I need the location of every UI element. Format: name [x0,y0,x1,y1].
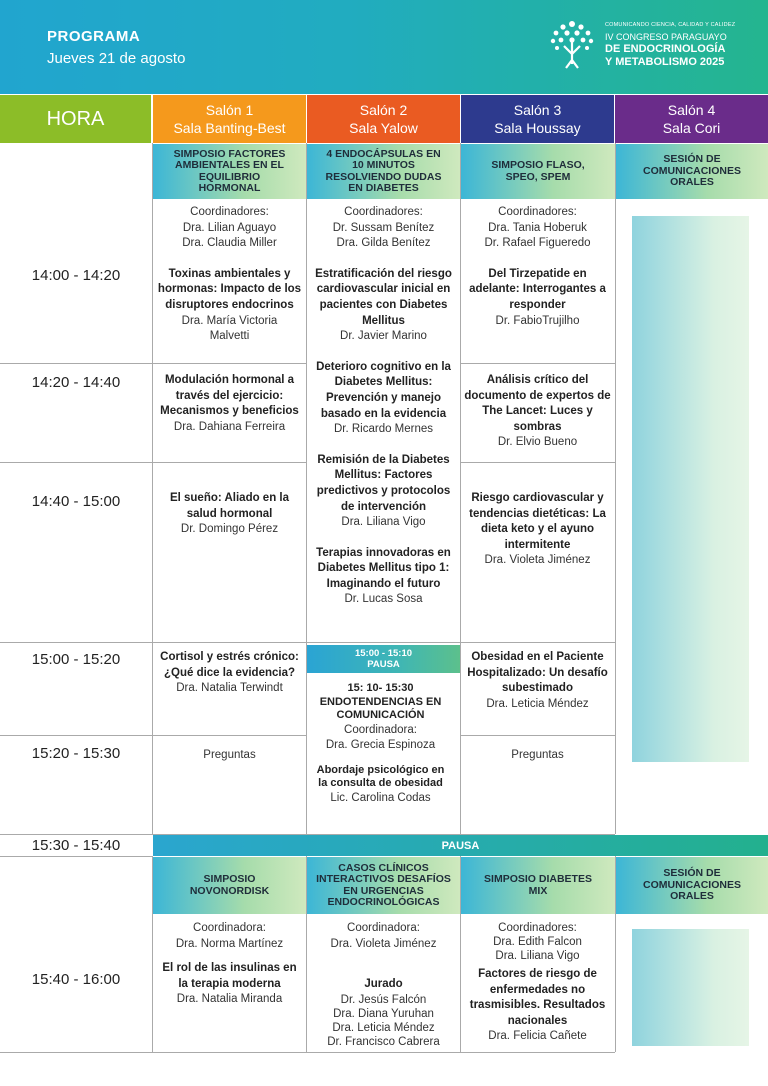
jury-member: Dr. Jesús Falcón [340,993,427,1006]
room-3-salon: Salón 3 [513,102,562,118]
coordinator: Dr. Sussam Benítez [332,221,435,234]
brand-line-2: DE ENDOCRINOLOGÍA [605,43,726,55]
talk-title: Deterioro cognitivo en la Diabetes Mellitus: Prevención y manejo basado en la evidencia [316,360,451,420]
grid-line [0,1052,615,1053]
grid-line [0,462,153,463]
symposium-header: SIMPOSIO FLASO, SPEO, SPEM [461,144,615,199]
coordinator: Dra. Liliana Vigo [495,950,580,962]
talk-title: Remisión de la Diabetes Mellitus: Factores predictivos y protocolos de intervención [316,453,451,513]
coordinator: Dra. Gilda Benítez [336,237,431,250]
time-label: 15:40 - 16:00 [31,971,121,988]
pausa-bar: PAUSA [153,835,768,856]
salon2-talks [310,205,457,608]
symposium-header: SIMPOSIO NOVONORDISK [153,857,306,914]
salon2-endotendencias [315,682,446,806]
jury-member: Dra. Diana Yuruhan [333,1007,434,1020]
room-header-1 [153,95,306,143]
coord-label: Coordinadora: [347,922,420,934]
jury-label: Jurado [364,978,403,991]
coord-label: Coordinadora: [193,922,266,934]
room-4-sala: Sala Cori [662,120,721,136]
program-title: PROGRAMA [47,28,141,45]
salon1-talk-3 [157,491,302,538]
talk-title: Toxinas ambientales y hormonas: Impacto de los disruptores endocrinos [157,267,302,311]
coordinator: Dra. Edith Falcon [493,936,582,948]
speaker: Malvetti [209,330,250,343]
room-header-3 [461,95,614,143]
talk-title: Modulación hormonal a través del ejercicio: Mecanismos y beneficios [160,374,299,418]
time-label: 14:20 - 14:40 [31,374,121,391]
symposium-header: 4 ENDOCÁPSULAS EN 10 MINUTOS RESOLVIENDO DUDAS EN DIABETES [307,144,460,199]
tree-logo-icon [548,20,596,70]
talk-title: Terapias innovadoras en Diabetes Mellitus tipo 1: Imaginando el futuro [316,546,451,590]
speaker: Dr. Elvio Bueno [497,436,578,449]
jury-member: Dra. Leticia Méndez [332,1022,435,1035]
hora-header [0,95,151,143]
time-label: 15:30 - 15:40 [31,837,121,854]
talk-title: 15: 10- 15:30 ENDOTENDENCIAS EN COMUNICACIÓN [319,682,442,721]
time-label: 14:00 - 14:20 [31,267,121,284]
speaker: Dr. Javier Marino [340,330,427,343]
coordinator: Dra. Norma Martínez [175,937,284,950]
speaker: Dra. María Victoria [181,314,278,327]
talk-title: Del Tirzepatide en adelante: Interrogantes a responder [469,267,606,311]
salon1-questions: Preguntas [203,749,256,761]
hora-label: HORA [46,108,105,130]
talk-title: El rol de las insulinas en la terapia moderna [162,962,297,990]
grid-line [306,143,307,834]
grid-line [0,642,615,643]
grid-line [461,735,615,736]
coord-label: Coordinadores: [498,206,577,218]
grid-line [461,363,615,364]
coordinator: Dra. Claudia Miller [182,237,277,250]
speaker: Dra. Natalia Terwindt [176,682,283,695]
brand-tagline: COMUNICANDO CIENCIA, CALIDAD Y CALIDEZ [605,22,736,28]
oral-session-panel [632,216,749,762]
grid-line [0,735,153,736]
salon3-talk-2 [464,373,611,451]
speaker: Dra. Liliana Vigo [341,516,426,529]
speaker: Dr. Ricardo Mernes [333,423,434,436]
brand-line-3: Y METABOLISMO 2025 [605,56,725,68]
speaker: Dr. Domingo Pérez [180,523,279,536]
grid-line [460,143,461,834]
salon1-block2 [157,921,302,1008]
salon3-talk-3 [464,491,611,569]
salon1-talk-2 [157,373,302,435]
salon3-talk-4 [464,650,611,712]
talk-title: Riesgo cardiovascular y tendencias dietéticas: La dieta keto y el ayuno intermitente [469,492,606,551]
room-header-4 [615,95,768,143]
salon3-talk-1 [464,205,611,329]
speaker: Dr. FabioTrujilho [495,314,580,327]
symposium-header: SIMPOSIO DIABETES MIX [461,857,615,914]
talk-title: Abordaje psicológico en la consulta de obesidad [316,763,445,790]
pause-time: 15:00 - 15:10 [354,648,413,659]
room-1-salon: Salón 1 [205,102,254,118]
time-label: 15:20 - 15:30 [31,745,121,762]
symposium-header: SESIÓN DE COMUNICACIONES ORALES [616,857,768,914]
symposium-header: SIMPOSIO FACTORES AMBIENTALES EN EL EQUILIBRIO HORMONAL [153,144,306,199]
symposium-header: CASOS CLÍNICOS INTERACTIVOS DESAFÍOS EN URGENCIAS ENDOCRINOLÓGICAS [307,857,460,914]
program-date: Jueves 21 de agosto [47,50,186,67]
jury-member: Dr. Francisco Cabrera [327,1036,440,1049]
grid-line [615,143,616,834]
grid-line [153,363,307,364]
salon3-block2 [464,921,611,1045]
coordinator: Dra. Violeta Jiménez [330,937,437,950]
coord-label: Coordinadores: [344,206,423,218]
room-2-salon: Salón 2 [359,102,408,118]
grid-line [461,462,615,463]
room-2-sala: Sala Yalow [349,120,418,136]
salon2-block2 [310,921,457,1050]
talk-title: Obesidad en el Paciente Hospitalizado: Un desafío subestimado [467,651,608,695]
salon1-coordinators [157,205,302,345]
speaker: Dra. Dahiana Ferreira [173,420,286,433]
oral-session-panel [632,929,749,1046]
pause-label: PAUSA [367,659,400,670]
coordinator: Dra. Grecia Espinoza [325,739,436,752]
speaker: Lic. Carolina Codas [330,791,431,804]
speaker: Dra. Violeta Jiménez [484,554,591,567]
room-header-2 [307,95,460,143]
speaker: Dra. Felicia Cañete [488,1030,587,1043]
grid-line [0,856,153,857]
coordinator: Dr. Rafael Figueredo [484,237,591,250]
pause-box [307,645,460,673]
salon1-talk-4 [157,650,302,697]
talk-title: El sueño: Aliado en la salud hormonal [169,492,290,520]
grid-line [153,462,307,463]
grid-line [153,735,307,736]
speaker: Dr. Lucas Sosa [344,593,423,606]
talk-title: Cortisol y estrés crónico: ¿Qué dice la evidencia? [160,651,299,679]
speaker: Dra. Leticia Méndez [486,697,589,710]
salon3-questions: Preguntas [511,749,564,761]
grid-line [0,363,153,364]
coord-label: Coordinadora: [344,723,417,736]
room-1-sala: Sala Banting-Best [173,120,286,136]
coordinator: Dra. Lilian Aguayo [182,221,277,234]
symposium-header: SESIÓN DE COMUNICACIONES ORALES [616,144,768,199]
grid-line [152,143,153,834]
time-label: 15:00 - 15:20 [31,651,121,668]
coord-label: Coordinadores: [498,922,577,934]
time-label: 14:40 - 15:00 [31,493,121,510]
coordinator: Dra. Tania Hoberuk [488,221,587,234]
speaker: Dra. Natalia Miranda [176,993,283,1006]
talk-title: Factores de riesgo de enfermedades no trasmisibles. Resultados nacionales [469,968,606,1027]
room-4-salon: Salón 4 [667,102,716,118]
talk-title: Estratificación del riesgo cardiovascular inicial en pacientes con Diabetes Mellitus [315,267,452,327]
talk-title: Análisis crítico del documento de expertos de The Lancet: Luces y sombras [464,374,611,433]
room-3-sala: Sala Houssay [494,120,581,136]
brand-line-1: IV CONGRESO PARAGUAYO [605,32,727,42]
coord-label: Coordinadores: [190,206,269,218]
